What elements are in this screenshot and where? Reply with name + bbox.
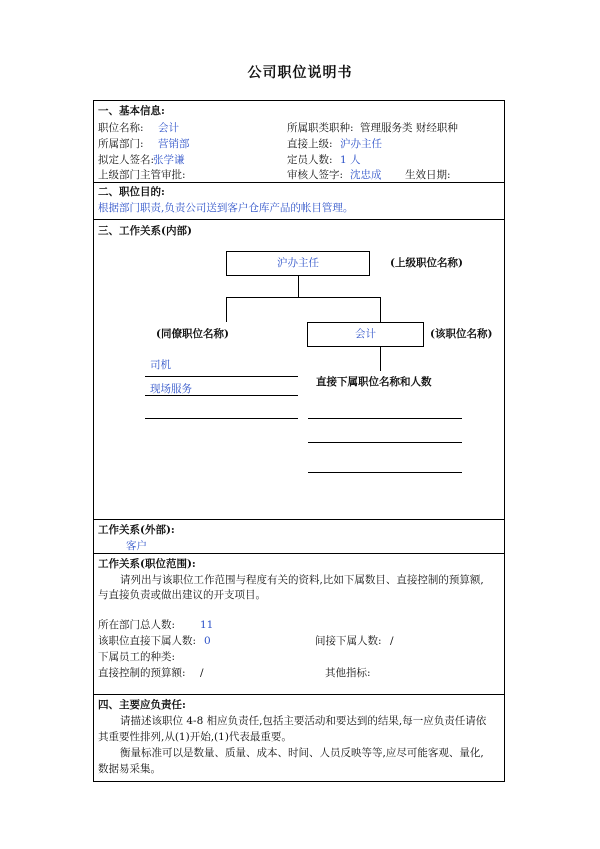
peer-line bbox=[145, 376, 298, 377]
subordinate-line bbox=[308, 442, 462, 443]
peer-line bbox=[145, 395, 298, 396]
divider-purpose bbox=[93, 219, 505, 220]
peer-caption: (同僚职位名称) bbox=[156, 328, 229, 340]
external-header: 工作关系(外部): bbox=[98, 524, 175, 536]
category-value: 管理服务类 财经职种 bbox=[360, 122, 458, 134]
budget-value: / bbox=[200, 667, 204, 679]
chart-connector-self bbox=[380, 297, 381, 322]
subordinate-types-label: 下属员工的种类: bbox=[98, 651, 176, 663]
chart-connector-subordinate bbox=[380, 347, 381, 371]
effective-date-label: 生效日期: bbox=[405, 169, 451, 181]
subordinates-caption: 直接下属职位名称和人数 bbox=[316, 376, 432, 388]
document-title: 公司职位说明书 bbox=[247, 65, 353, 81]
peer-line bbox=[145, 418, 298, 419]
self-position-box: 会计 bbox=[307, 322, 424, 347]
external-value: 客户 bbox=[126, 540, 147, 552]
divider-external bbox=[93, 553, 505, 554]
position-name-value: 会计 bbox=[158, 122, 179, 134]
scope-paragraph-line1: 请列出与该职位工作范围与程度有关的资料,比如下属数目、直接控制的预算额, bbox=[120, 574, 484, 586]
budget-label: 直接控制的预算额: bbox=[98, 667, 186, 679]
divider-scope bbox=[93, 694, 505, 695]
reviewer-value: 沈忠成 bbox=[350, 169, 382, 181]
duties-header: 四、主要应负责任: bbox=[98, 699, 186, 711]
headcount-value: 1 人 bbox=[340, 154, 361, 166]
position-name-label: 职位名称: bbox=[98, 122, 144, 134]
duties-line3: 衡量标准可以是数量、质量、成本、时间、人员反映等等,应尽可能客观、量化, bbox=[120, 747, 484, 759]
chart-connector-horizontal bbox=[226, 297, 381, 298]
chart-connector-vertical bbox=[298, 276, 299, 298]
duties-line1: 请描述该职位 4-8 相应负责任,包括主要活动和要达到的结果,每一应负责任请依 bbox=[120, 715, 487, 727]
divider-internal bbox=[93, 519, 505, 520]
reviewer-label: 审核人签字: bbox=[287, 169, 344, 181]
purpose-text: 根据部门职责,负责公司送到客户仓库产品的帐目管理。 bbox=[98, 202, 354, 214]
scope-header: 工作关系(职位范围): bbox=[98, 558, 196, 570]
subordinate-line bbox=[308, 472, 462, 473]
direct-subordinates-label: 该职位直接下属人数: bbox=[98, 635, 197, 647]
department-label: 所属部门: bbox=[98, 138, 144, 150]
divider-basic bbox=[93, 182, 505, 183]
superior-box: 沪办主任 bbox=[226, 251, 370, 276]
superior-value: 沪办主任 bbox=[340, 138, 382, 150]
internal-header: 三、工作关系(内部) bbox=[98, 225, 192, 237]
direct-subordinates-value: 0 bbox=[204, 635, 211, 647]
drafter-label: 拟定人签名: bbox=[98, 154, 155, 166]
superior-label: 直接上级: bbox=[287, 138, 333, 150]
dept-total-value: 11 bbox=[200, 619, 214, 631]
category-label: 所属职类职种: bbox=[287, 122, 354, 134]
superior-caption: (上级职位名称) bbox=[390, 257, 463, 269]
other-metrics-label: 其他指标: bbox=[325, 667, 371, 679]
self-caption: (该职位名称) bbox=[430, 328, 493, 340]
department-value: 营销部 bbox=[158, 138, 190, 150]
scope-paragraph-line2: 与直接负责或做出建议的开支项目。 bbox=[98, 589, 266, 601]
peer-item: 司机 bbox=[150, 359, 171, 371]
dept-total-label: 所在部门总人数: bbox=[98, 619, 176, 631]
duties-line4: 数据易采集。 bbox=[98, 763, 161, 775]
drafter-value: 张学谦 bbox=[153, 154, 185, 166]
peer-item: 现场服务 bbox=[150, 383, 192, 395]
indirect-subordinates-value: / bbox=[390, 635, 394, 647]
duties-line2: 其重要性排列,从(1)开始,(1)代表最重要。 bbox=[98, 731, 292, 743]
basic-header: 一、基本信息: bbox=[98, 105, 165, 117]
chart-connector-peer bbox=[226, 297, 227, 322]
indirect-subordinates-label: 间接下属人数: bbox=[315, 635, 382, 647]
approver-label: 上级部门主管审批: bbox=[98, 169, 186, 181]
headcount-label: 定员人数: bbox=[287, 154, 333, 166]
subordinate-line bbox=[308, 418, 462, 419]
purpose-header: 二、职位目的: bbox=[98, 186, 165, 198]
